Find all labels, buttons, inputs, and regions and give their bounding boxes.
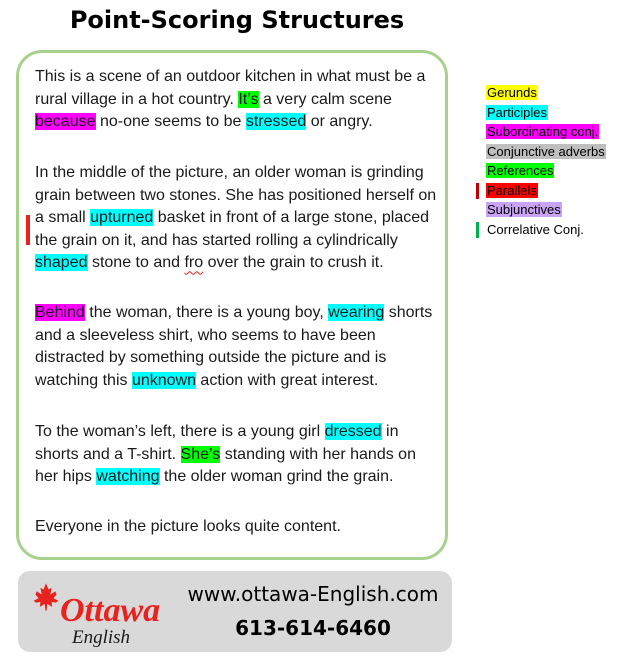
highlighted-word: dressed [324,423,382,440]
text-run: the older woman grind the grain. [159,468,394,486]
text-run: To the woman’s left, there is a young girl [35,423,325,440]
highlighted-word: She’s [180,445,221,463]
text-run: In the middle of the picture, an older woman is grinding grain between two stones. She has positioned herself on a small [35,164,437,227]
footer-banner [18,571,452,652]
highlighted-word: Behind [35,304,85,321]
page-title: Point-Scoring Structures [69,6,405,34]
highlighted-word: shaped [35,254,88,272]
legend-item [476,143,626,163]
legend-item [476,221,626,241]
paragraph-4 [35,421,437,489]
legend-label: Subjunctives [487,202,561,217]
text-run: a very calm scene [258,90,392,108]
legend-item [476,104,626,124]
paragraph-1 [35,66,437,134]
highlighted-word: watching [96,468,160,486]
text-run: basket in front of a large stone, placed the grain on it, and has started rolling a cylindrically [35,209,430,249]
maple-leaf-icon [34,583,59,610]
text-run: or angry. [306,113,373,131]
highlighted-word: because [35,113,96,131]
legend-label: Participles [487,104,547,120]
ottawa-english-logo [32,581,182,647]
paragraph-2 [35,162,437,275]
website-url: www.ottawa-English.com [187,582,439,606]
legend-label: Gerunds [487,85,537,100]
logo-word: Ottawa [60,592,161,629]
legend-item [476,201,626,221]
highlighted-word: wearing [328,304,385,321]
legend-label: References [487,163,554,178]
highlighted-word: stressed [245,113,307,131]
paragraph-5 [35,516,437,539]
legend-label: Parallels [487,182,537,198]
legend-item [476,182,626,202]
parallels-margin-bar [26,215,30,245]
legend-label: Correlative Conj. [487,221,584,237]
text-run: the woman, there is a young boy, [84,304,329,321]
highlighted-word: It’s [238,90,259,108]
text-run: no-one seems to be [95,113,246,131]
highlighted-word: upturned [90,209,154,227]
legend-marker [476,222,479,238]
text-run: shorts and a sleeveless shirt, who seems to have been distracted by something outside the picture and is watching this [35,304,433,389]
logo-subword: English [72,627,131,647]
highlighted-word: unknown [131,371,196,389]
paragraph-3 [35,302,437,392]
text-run: stone to and [87,254,185,272]
phone-number: 613-614-6460 [235,616,391,640]
legend-label: Subordinating conj. [487,124,599,139]
spellcheck-flagged-word: fro [184,254,204,272]
legend-item [476,123,626,143]
legend-marker [476,183,479,199]
text-run: Everyone in the picture looks quite content. [35,518,341,535]
legend [476,84,626,240]
legend-item [476,162,626,182]
text-run: standing with her hands on her hips [35,445,416,486]
legend-label: Conjunctive adverbs [487,143,605,159]
legend-item [476,84,626,104]
text-run: This is a scene of an outdoor kitchen in what must be a rural village in a hot country. [35,68,426,108]
text-run: action with great interest. [195,371,379,389]
text-run: over the grain to crush it. [203,254,384,272]
text-run: in shorts and a T-shirt. [35,423,399,463]
